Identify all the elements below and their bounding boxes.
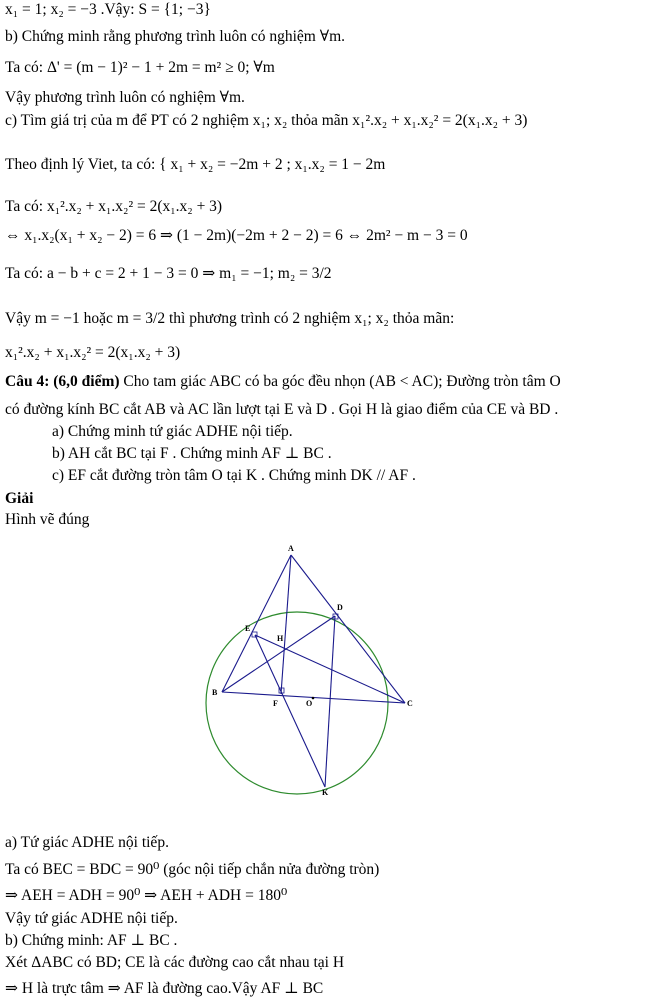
label-o: O [306,699,313,708]
question-heading: Câu 4: (6,0 điểm) [5,373,120,390]
segment-bd [222,616,335,692]
segment-af [281,555,291,694]
label-d: D [337,603,343,612]
text-line: Ta có BEC = BDC = 90⁰ (góc nội tiếp chắn nửa đường tròn) [5,861,380,878]
text-line: ⇒ AEH = ADH = 90⁰ ⇒ AEH + ADH = 180⁰ [5,887,288,904]
text-line: Vậy tứ giác ADHE nội tiếp. [5,910,178,927]
text-line: Ta có: x₁².x₂ + x₁.x₂² = 2(x₁.x₂ + 3) [5,198,223,215]
text-line: Vậy m = −1 hoặc m = 3/2 thì phương trình có 2 nghiệm x₁; x₂ thỏa mãn: [5,310,455,327]
segment-dk [325,616,335,787]
text-line: x₁ = 1; x₂ = −3 .Vậy: S = {1; −3} [5,1,211,18]
segment-ek [255,635,325,787]
text-line: Vậy phương trình luôn có nghiệm ∀m. [5,89,245,106]
text-line: b) Chứng minh rằng phương trình luôn có nghiệm ∀m. [5,28,346,45]
text-line: c) EF cắt đường tròn tâm O tại K . Chứng minh DK // AF . [52,467,416,484]
label-b: B [212,688,218,697]
text-line: b) AH cắt BC tại F . Chứng minh AF ⊥ BC . [52,445,332,462]
text-line: ⇔ x₁.x₂(x₁ + x₂ − 2) = 6 ⇒ (1 − 2m)(−2m + 2 − 2) = 6 ⇔ 2m² − m − 3 = 0 [5,227,468,244]
label-f: F [273,699,278,708]
label-c: C [407,699,413,708]
text-line: có đường kính BC cắt AB và AC lần lượt tại E và D . Gọi H là giao điểm của CE và BD . [5,401,559,418]
circle-o [206,612,388,794]
text-line: b) Chứng minh: AF ⊥ BC . [5,932,178,949]
right-angle-e [252,632,257,637]
text-line: Ta có: Δ' = (m − 1)² − 1 + 2m = m² ≥ 0; ∀m [5,59,275,76]
text-line: Ta có: a − b + c = 2 + 1 − 3 = 0 ⇒ m₁ = −1; m₂ = 3/2 [5,265,332,282]
label-k: K [322,788,329,797]
text-line: x₁².x₂ + x₁.x₂² = 2(x₁.x₂ + 3) [5,344,181,361]
text-line: Giải [5,490,34,507]
text-line: Xét ΔABC có BD; CE là các đường cao cắt nhau tại H [5,954,345,971]
text-line: c) Tìm giá trị của m để PT có 2 nghiệm x₁; x₂ thỏa mãn x₁².x₂ + x₁.x₂² = 2(x₁.x₂ + 3) [5,112,528,129]
text-line: ⇒ H là trực tâm ⇒ AF là đường cao.Vậy AF ⊥ BC [5,980,324,997]
segment-ab [222,555,291,692]
segment-ac [291,555,405,703]
text-line: Theo định lý Viet, ta có: { x₁ + x₂ = −2m + 2 ; x₁.x₂ = 1 − 2m [5,156,386,173]
text-line: a) Tứ giác ADHE nội tiếp. [5,834,169,851]
text-line: a) Chứng minh tứ giác ADHE nội tiếp. [52,423,293,440]
text-line: Câu 4: (6,0 điểm) Cho tam giác ABC có ba góc đều nhọn (AB < AC); Đường tròn tâm O [5,373,561,390]
text-line: Hình vẽ đúng [5,511,90,528]
label-e: E [245,624,251,633]
label-h: H [277,634,284,643]
label-a: A [288,544,294,553]
geometry-figure [205,540,430,800]
